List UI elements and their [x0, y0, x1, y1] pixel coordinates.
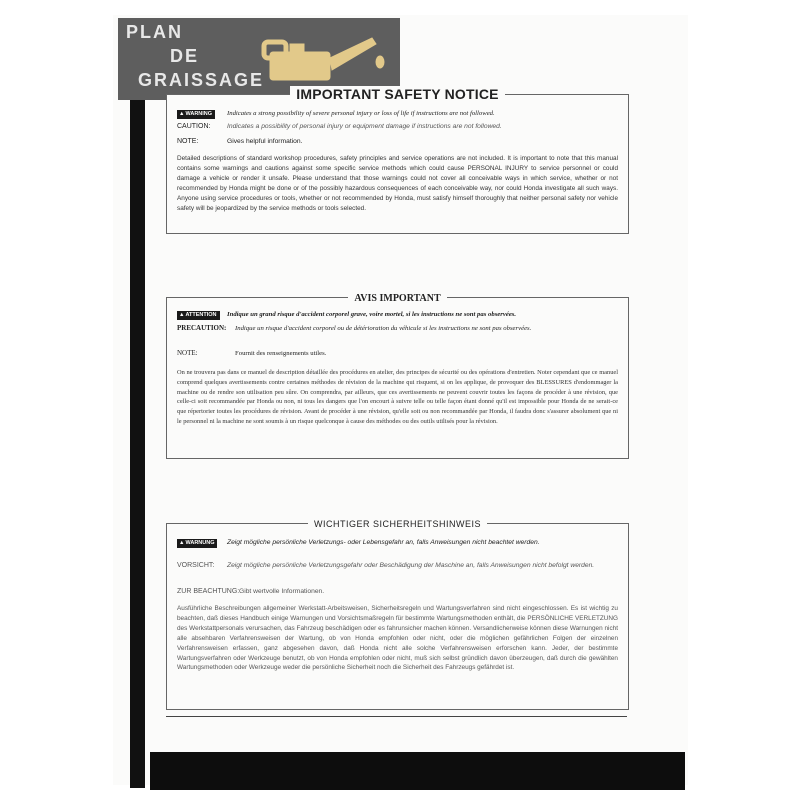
note-label: NOTE: [177, 138, 199, 145]
note-label: NOTE: [177, 349, 198, 357]
warning-text: Indicates a strong possibility of severe personal injury or loss of life if instructions are not followed. [227, 110, 495, 117]
warning-badge-label: WARNUNG [185, 540, 215, 546]
warning-triangle-icon: ▲ [179, 312, 185, 318]
note-text: Gibt wertvolle Informationen. [239, 588, 325, 595]
caution-text: Zeigt mögliche persönliche Verletzungsgefahr oder Beschädigung der Maschine an, falls Anweisungen nicht befolgt werden. [227, 562, 595, 569]
caution-label: PRECAUTION: [177, 324, 227, 332]
caution-label: VORSICHT: [177, 562, 215, 569]
safety-notice-german [166, 519, 629, 710]
safety-notice-french [166, 293, 629, 459]
body-paragraph: Detailed descriptions of standard workshop procedures, safety principles and service operations are not included. It is important to note that this manual contains some warnings and cautions against some specific service methods which could cause PERSONAL INJURY to service personnel or could damage a vehicle or render it unsafe. Please understand that those warnings could not cover all conceivable ways in which service, whether or not recommended by Honda might be done or of the possibly hazardous consequences of each conceivable way, nor could Honda investigate all such ways. Anyone using service procedures or tools, whether or not recommended by Honda, must satisfy himself thoroughly that neither personal safety nor vehicle safety will be jeopardized by the service methods or tools selected. [177, 155, 618, 212]
note-text: Fournit des renseignements utiles. [235, 350, 327, 357]
warning-text: Zeigt mögliche persönliche Verletzungs- oder Lebensgefahr an, falls Anweisungen nicht beachtet werden. [227, 539, 540, 546]
scan-edge-bar [130, 30, 145, 788]
box-title: IMPORTANT SAFETY NOTICE [290, 86, 504, 102]
oil-can-icon [260, 28, 390, 88]
safety-notice-english [166, 86, 629, 234]
body-paragraph: On ne trouvera pas dans ce manuel de description détaillée des procédures en atelier, des principes de sécurité ou des opérations d'entretien. Noter cependant que ce manuel comprend quelques avertissements contre certaines méthodes de révision de la machine qui risquent, si on les applique, de provoquer des BLESSURES d'endommager la machine ou de rendre son utilisation peu sûre. On comprendra, par ailleurs, que ces avertissements ne peuvent couvrir toutes les façons de procéder à une révision, que celle-ci soit recommandée par Honda ou non, ni tous les dangers que l'on encourt à suivre telle ou telle façon étant donné qu'il est impossible pour Honda de ne serait-ce que répertorier toutes les procédures de révision. Avant de procéder à une révision, qu'elle soit ou non recommandée par Honda, il faudra donc s'assurer absolument que ni le personnel ni la machine ne sont soumis à un risque quelconque à cause des méthodes ou des outils utilisés pour la révision. [177, 369, 618, 425]
logo-word-3: GRAISSAGE [138, 70, 265, 90]
warning-badge-label: ATTENTION [185, 312, 217, 318]
warning-badge [177, 311, 220, 320]
note-label: ZUR BEACHTUNG: [177, 588, 240, 595]
logo-word-1: PLAN [126, 22, 183, 42]
warning-badge-label: WARNING [185, 111, 213, 117]
warning-triangle-icon: ▲ [179, 111, 185, 117]
scan-bottom-bar [150, 752, 685, 790]
warning-badge [177, 110, 215, 119]
caution-label: CAUTION: [177, 123, 211, 130]
caution-text: Indique un risque d'accident corporel ou de détérioration du véhicule si les instructions ne sont pas observées. [235, 325, 532, 332]
warning-triangle-icon: ▲ [179, 540, 185, 546]
warning-text: Indique un grand risque d'accident corporel grave, voire mortel, si les instructions ne sont pas observées. [227, 311, 517, 318]
caution-text: Indicates a possibility of personal injury or equipment damage if instructions are not followed. [227, 123, 502, 130]
note-text: Gives helpful information. [227, 138, 303, 145]
logo-word-2: DE [170, 46, 200, 66]
box-title: WICHTIGER SICHERHEITSHINWEIS [308, 519, 487, 529]
box-title: AVIS IMPORTANT [348, 293, 446, 304]
body-paragraph: Ausführliche Beschreibungen allgemeiner Werkstatt-Arbeitsweisen, Sicherheitsregeln und Wartungsverfahren sind nicht eingeschlossen. Es ist wichtig zu beachten, daß dieses Handbuch einige Warnungen und Vorsichtsmaßregeln für bestimmte Wartungsmethoden enthält, die PERSÖNLICHE VERLETZUNG des Werkstattpersonals verursachen, das Fahrzeug beschädigen oder es fahrunsicher machen können. Versandlicherweise können diese Warnungen nicht alle absehbaren Verfahrensweisen der Wartung, ob von Honda empfohlen oder nicht, oder die möglichen gefährlichen Folgen der einzelnen Verfahrensweisen erfassen, ganz abgesehen davon, daß Honda nicht alle solche Verfahrensweisen erforschen kann. Jeder, der bestimmte Wartungsverfahren oder Werkzeuge benutzt, ob von Honda empfohlen oder nicht, muß sich selbst gründlich davon überzeugen, daß durch die gewählten Wartungsmethoden oder Werkzeuge weder die persönliche Sicherheit noch die Sicherheit des Fahrzeugs gefährdet ist. [177, 605, 618, 672]
page-divider [166, 716, 627, 717]
warning-badge [177, 539, 217, 548]
